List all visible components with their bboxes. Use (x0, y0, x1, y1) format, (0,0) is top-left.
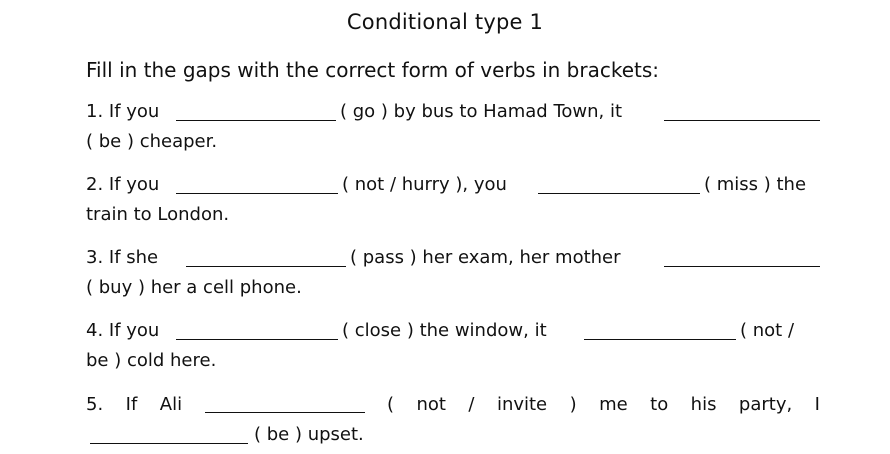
item-3-continuation: ( buy ) her a cell phone. (86, 277, 302, 298)
item-2-text-c: ( miss ) the (704, 174, 807, 195)
item-5-word: not (416, 394, 446, 415)
item-2-text-b: ( not / hurry ), you (342, 174, 507, 195)
item-5-word: / (468, 394, 475, 415)
item-1-blank-2[interactable] (664, 120, 820, 121)
item-3-text-b: ( pass ) her exam, her mother (350, 247, 621, 268)
item-5-continuation: ( be ) upset. (254, 424, 364, 445)
item-4-text-a: 4. If you (86, 320, 160, 341)
item-3-blank-1[interactable] (186, 266, 346, 267)
item-2-blank-2[interactable] (538, 193, 700, 194)
item-5-word: invite (496, 394, 548, 415)
item-5-word: 5. (86, 394, 104, 415)
item-5-word: I (814, 394, 820, 415)
item-5-blank-2[interactable] (90, 443, 248, 444)
item-1-text-b: ( go ) by bus to Hamad Town, it (340, 101, 623, 122)
item-5-continuation-row (86, 424, 820, 450)
item-3-blank-2[interactable] (664, 266, 820, 267)
item-5-word: Ali (159, 394, 183, 415)
item-4-blank-1[interactable] (176, 339, 338, 340)
item-5-word: ( (386, 394, 395, 415)
item-4-blank-2[interactable] (584, 339, 736, 340)
exercise-item-4 (86, 320, 820, 346)
item-1-text-a: 1. If you (86, 101, 160, 122)
item-5-blank-1[interactable] (205, 394, 365, 413)
exercise-item-3 (86, 247, 820, 273)
item-2-continuation: train to London. (86, 204, 230, 225)
item-4-continuation: be ) cold here. (86, 350, 217, 371)
exercise-item-2 (86, 174, 820, 200)
item-4-text-b: ( close ) the window, it (342, 320, 547, 341)
exercise-item-1 (86, 101, 820, 127)
item-5-word: his (690, 394, 717, 415)
item-5-word: to (650, 394, 669, 415)
exercise-item-5 (86, 394, 820, 420)
item-5-word: If (125, 394, 138, 415)
item-5-word: me (599, 394, 628, 415)
item-3-text-a: 3. If she (86, 247, 159, 268)
item-1-continuation: ( be ) cheaper. (86, 131, 218, 152)
item-2-blank-1[interactable] (176, 193, 338, 194)
instructions: Fill in the gaps with the correct form of verbs in brackets: (86, 58, 660, 82)
item-5-word: party, (738, 394, 793, 415)
item-2-text-a: 2. If you (86, 174, 160, 195)
worksheet-title: Conditional type 1 (346, 10, 544, 34)
item-1-blank-1[interactable] (176, 120, 336, 121)
item-4-text-c: ( not / (740, 320, 795, 341)
item-5-word: ) (569, 394, 577, 415)
